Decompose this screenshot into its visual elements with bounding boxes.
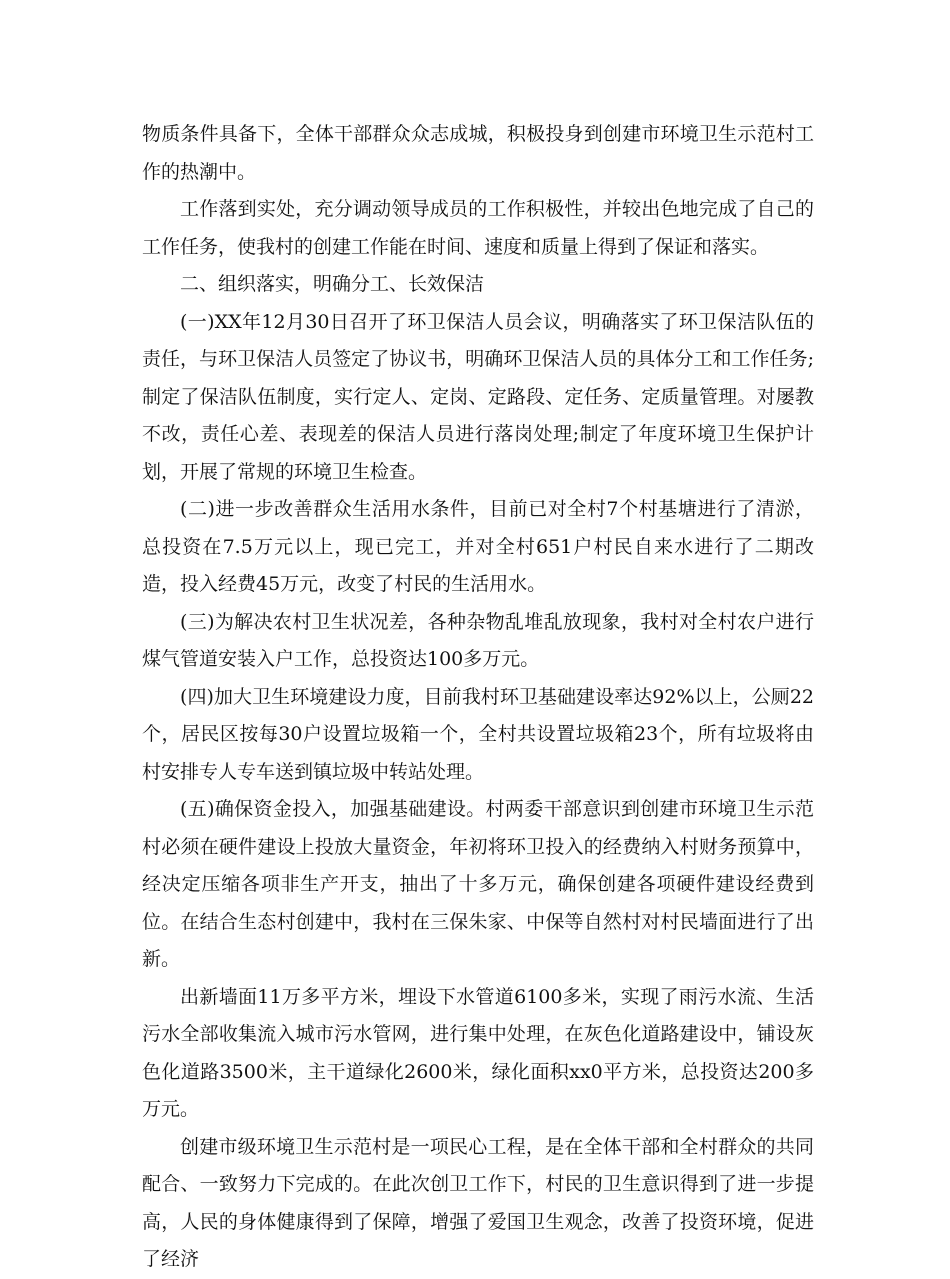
paragraph-item-2: (二)进一步改善群众生活用水条件，目前已对全村7个村基塘进行了清淤，总投资在7.5万元以上，现已完工，并对全村651户村民自来水进行了二期改造，投入经费45万元，改变了村民的生活用水。 — [142, 498, 814, 595]
paragraph-conclusion: 创建市级环境卫生示范村是一项民心工程，是在全体干部和全村群众的共同配合、一致努力下完成的。在此次创卫工作下，村民的卫生意识得到了进一步提高，人民的身体健康得到了保障，增强了爱国卫生观念，改善了投资环境，促进了经济 — [142, 1135, 814, 1270]
paragraph-work-implementation: 工作落到实处，充分调动领导成员的工作积极性，并较出色地完成了自己的工作任务，使我村的创建工作能在时间、速度和质量上得到了保证和落实。 — [142, 198, 814, 258]
paragraph-continuation: 物质条件具备下，全体干部群众众志成城，积极投身到创建市环境卫生示范村工作的热潮中。 — [142, 123, 814, 183]
paragraph-item-4: (四)加大卫生环境建设力度，目前我村环卫基础建设率达92%以上，公厕22个，居民区按每30户设置垃圾箱一个，全村共设置垃圾箱23个，所有垃圾将由村安排专人专车送到镇垃圾中转站处理。 — [142, 685, 814, 783]
paragraph-wall-renovation: 出新墙面11万多平方米，埋设下水管道6100多米，实现了雨污水流、生活污水全部收集流入城市污水管网，进行集中处理，在灰色化道路建设中，铺设灰色化道路3500米，主干道绿化2600米，绿化面积xx0平方米，总投资达200多万元。 — [142, 985, 814, 1120]
paragraph-item-3: (三)为解决农村卫生状况差，各种杂物乱堆乱放现象，我村对全村农户进行煤气管道安装入户工作，总投资达100多万元。 — [142, 610, 814, 670]
document-body — [142, 116, 814, 1279]
paragraph-item-1: (一)XX年12月30日召开了环卫保洁人员会议，明确落实了环卫保洁队伍的责任，与环卫保洁人员签定了协议书，明确环卫保洁人员的具体分工和工作任务;制定了保洁队伍制度，实行定人、定岗、定路段、定任务、定质量管理。对屡教不改，责任心差、表现差的保洁人员进行落岗处理;制定了年度环境卫生保护计划，开展了常规的环境卫生检查。 — [142, 310, 814, 483]
section-heading-2: 二、组织落实，明确分工、长效保洁 — [180, 273, 485, 295]
paragraph-item-5: (五)确保资金投入，加强基础建设。村两委干部意识到创建市环境卫生示范村必须在硬件建设上投放大量资金，年初将环卫投入的经费纳入村财务预算中，经决定压缩各项非生产开支，抽出了十多万元，确保创建各项硬件建设经费到位。在结合生态村创建中，我村在三保朱家、中保等自然村对村民墙面进行了出新。 — [142, 798, 814, 970]
